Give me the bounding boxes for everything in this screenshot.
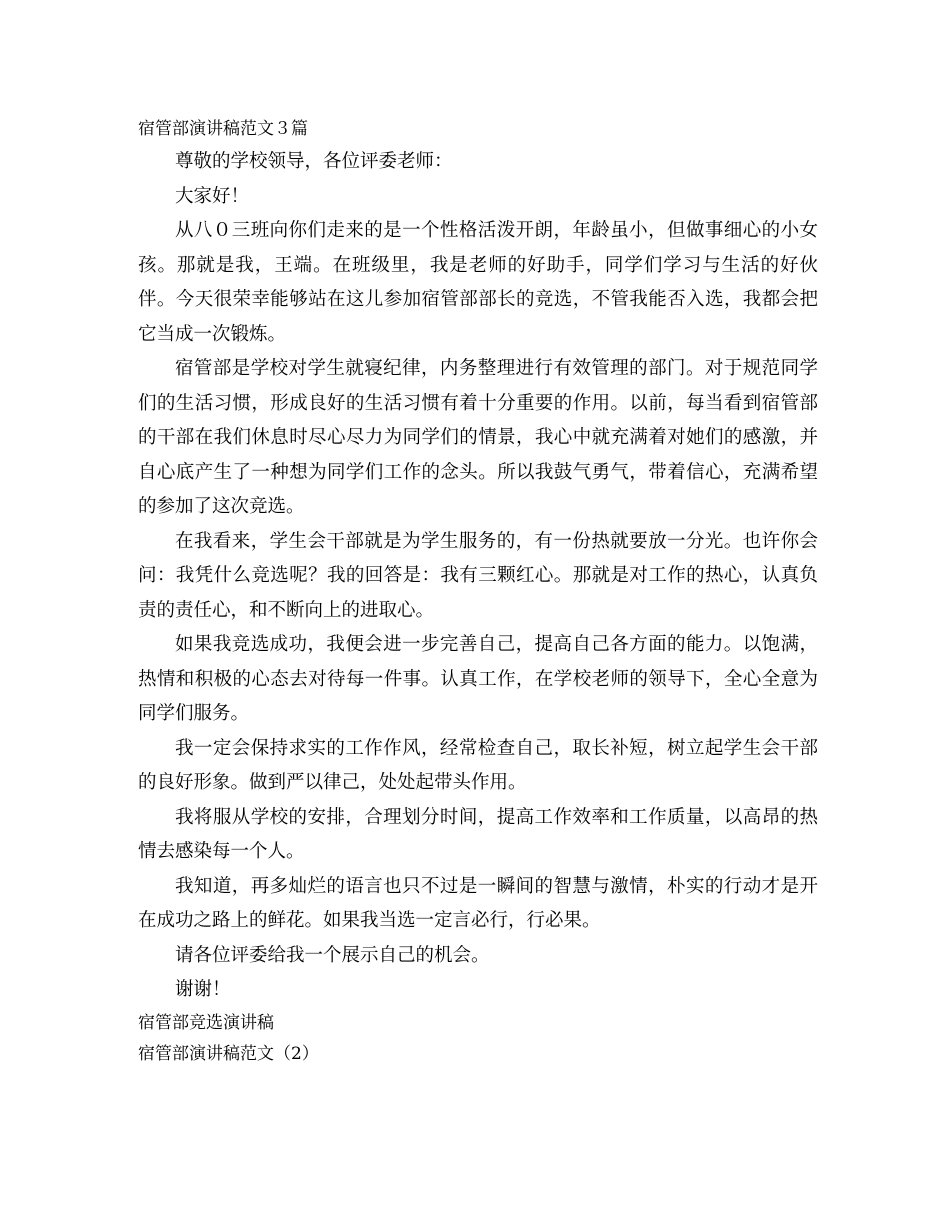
paragraph-department: 宿管部是学校对学生就寝纪律，内务整理进行有效管理的部门。对于规范同学们的生活习惯，形成良好的生活习惯有着十分重要的作用。以前，每当看到宿管部的干部在我们休息时尽心尽力为同学们的情景，我心中就充满着对她们的感激，并自心底产生了一种想为同学们工作的念头。所以我鼓气勇气，带着信心，充满希望的参加了这次竞选。 [138, 358, 818, 517]
document-title: 宿管部演讲稿范文３篇 [138, 119, 308, 139]
paragraph-intro: 从八０三班向你们走来的是一个性格活泼开朗，年龄虽小，但做事细心的小女孩。那就是我，王端。在班级里，我是老师的好助手，同学们学习与生活的好伙伴。今天很荣幸能够站在这儿参加宿管部部长的竞选，不管我能否入选，我都会把它当成一次锻炼。 [138, 220, 818, 345]
hello-line: 大家好！ [175, 185, 250, 207]
document-body [138, 114, 818, 1070]
paragraph-service: 在我看来，学生会干部就是为学生服务的，有一份热就要放一分光。也许你会问：我凭什么竞选呢？我的回答是：我有三颗红心。那就是对工作的热心，认真负责的责任心，和不断向上的进取心。 [138, 530, 818, 621]
paragraph-plan: 如果我竞选成功，我便会进一步完善自己，提高自己各方面的能力。以饱满，热情和积极的心态去对待每一件事。认真工作，在学校老师的领导下，全心全意为同学们服务。 [138, 634, 818, 724]
paragraph-style: 我一定会保持求实的工作作风，经常检查自己，取长补短，树立起学生会干部的良好形象。做到严以律己，处处起带头作用。 [138, 737, 818, 793]
section-title-campaign-speech: 宿管部竞选演讲稿 [138, 1012, 274, 1033]
section-title-sample-2: 宿管部演讲稿范文（2） [138, 1043, 319, 1064]
paragraph-arrangement: 我将服从学校的安排，合理划分时间，提高工作效率和工作质量，以高昂的热情去感染每一个人。 [138, 806, 818, 862]
request-line: 请各位评委给我一个展示自己的机会。 [175, 944, 490, 966]
thanks-line: 谢谢！ [175, 979, 231, 1000]
greeting-line: 尊敬的学校领导，各位评委老师： [175, 151, 453, 172]
paragraph-action: 我知道，再多灿烂的语言也只不过是一瞬间的智慧与激情，朴实的行动才是开在成功之路上的鲜花。如果我当选一定言必行，行必果。 [138, 875, 818, 931]
